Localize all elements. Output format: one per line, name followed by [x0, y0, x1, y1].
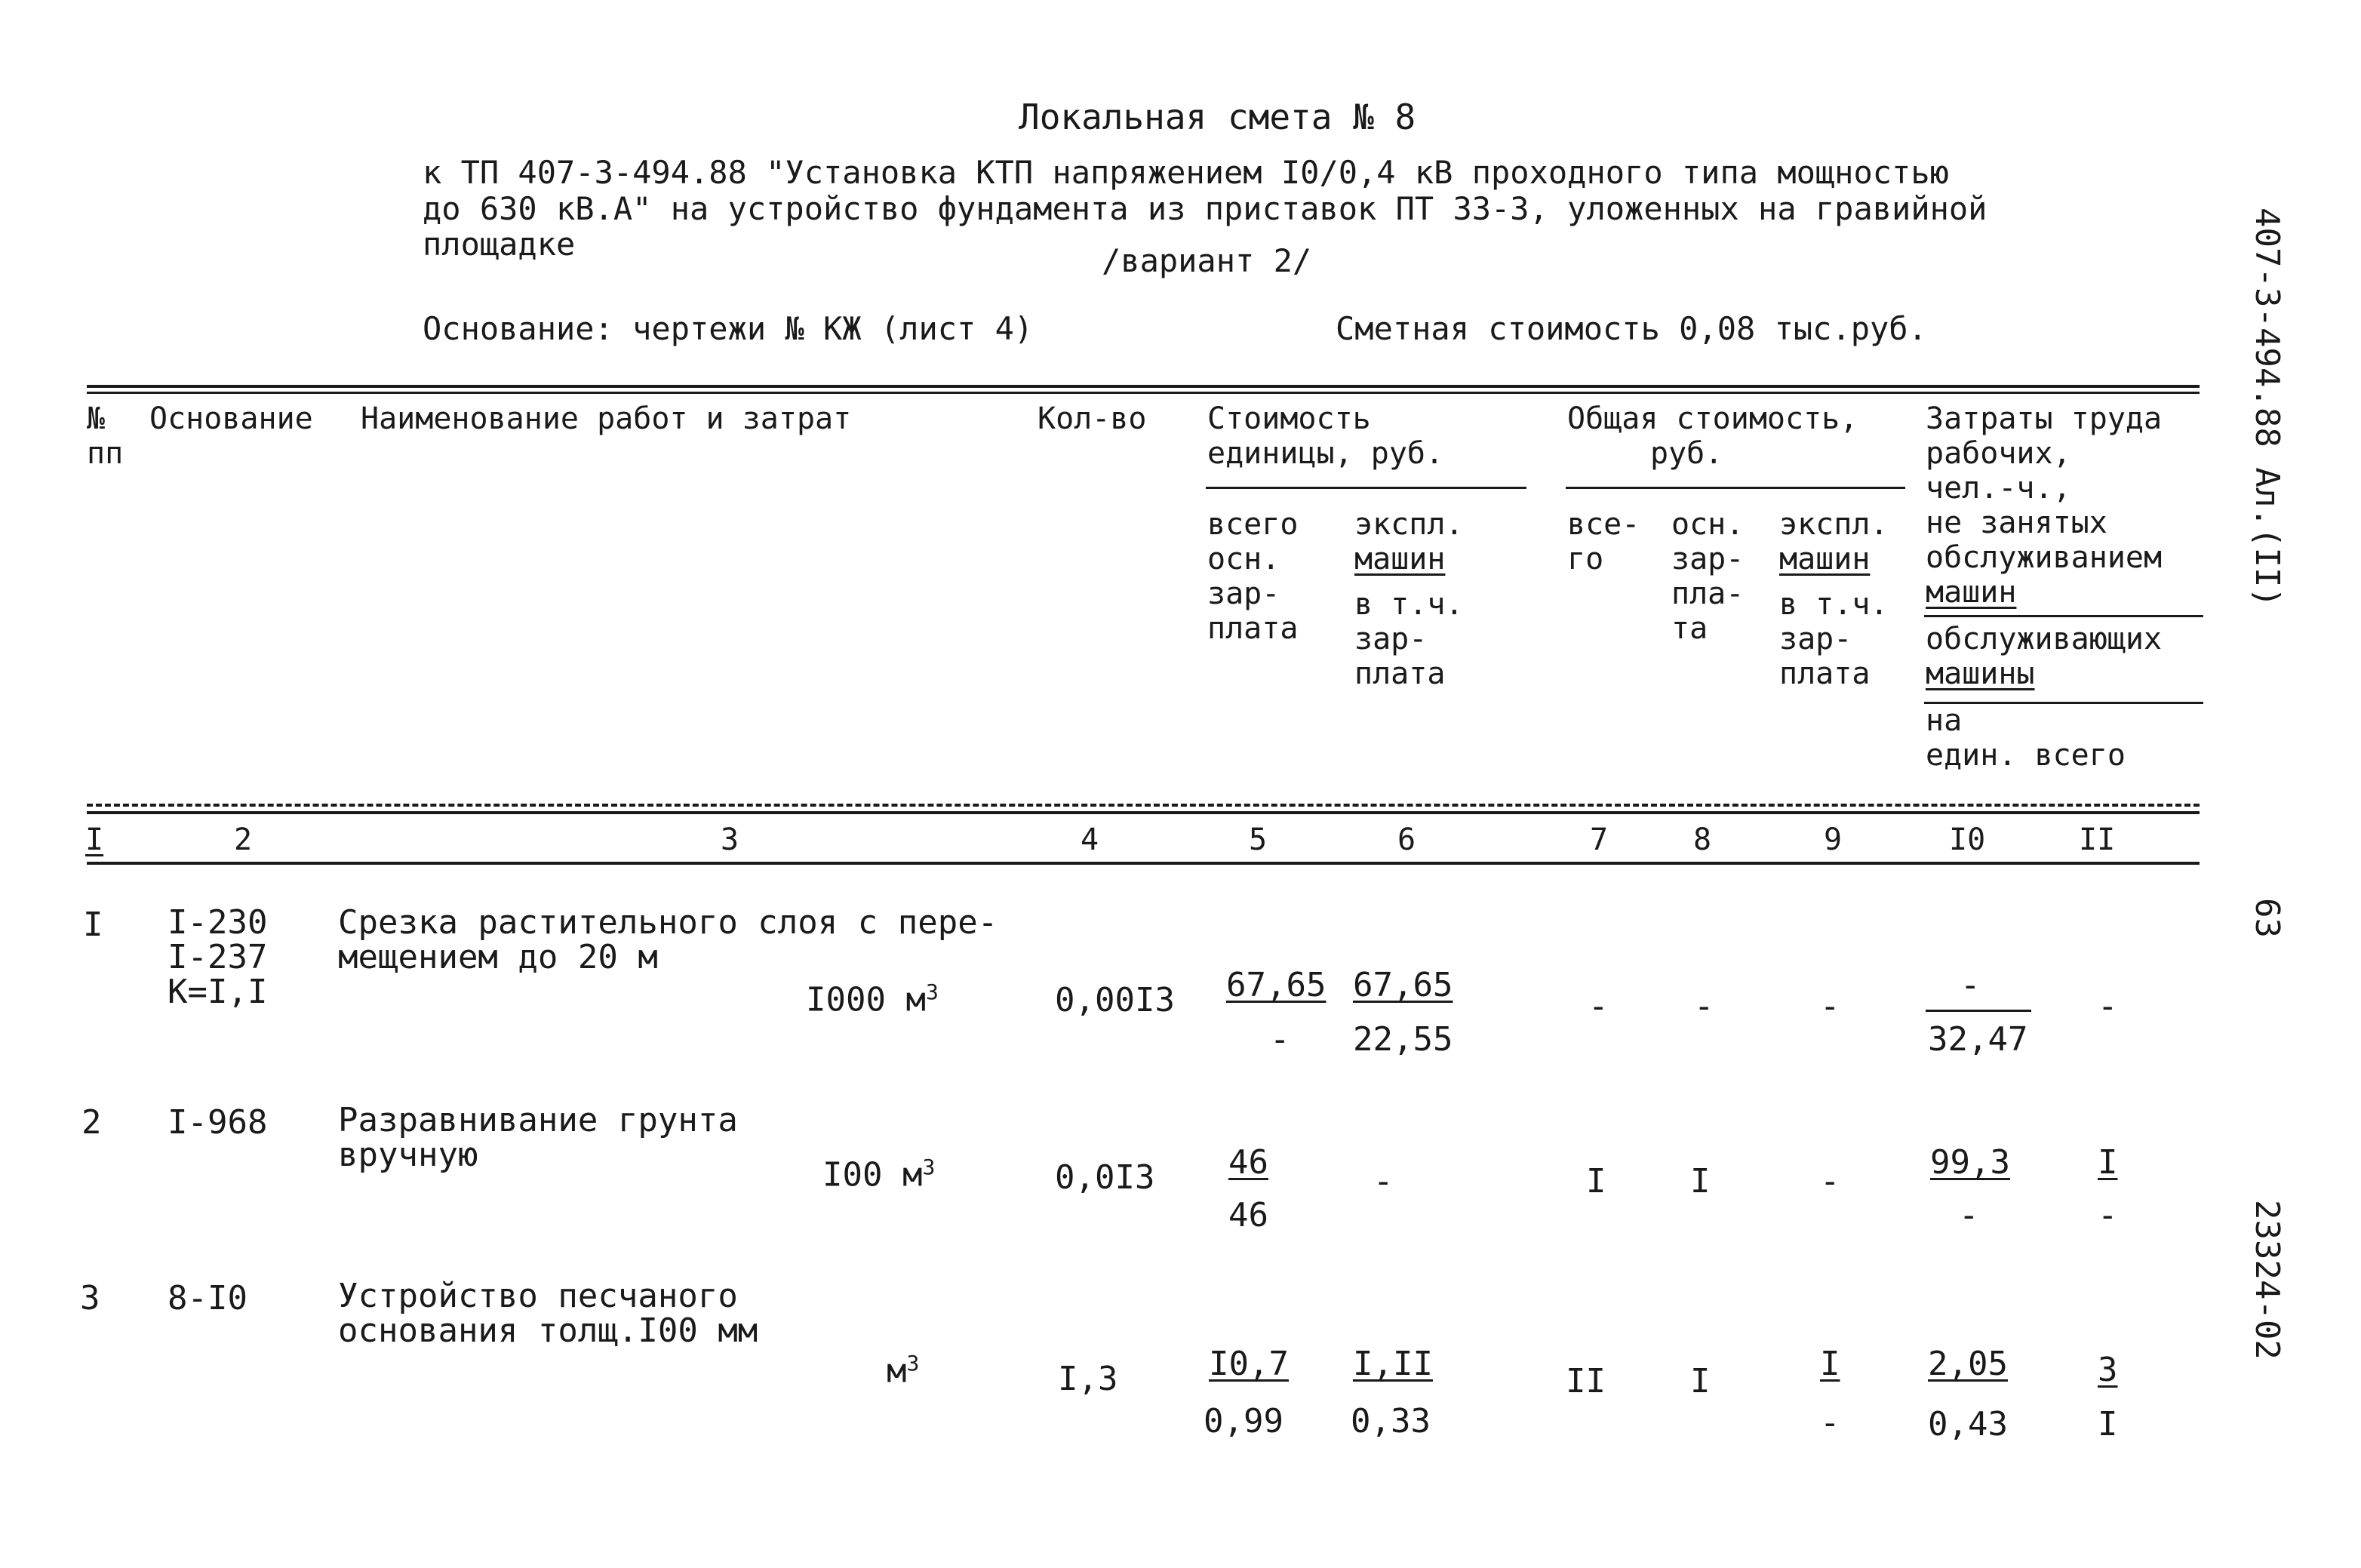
col-qty-header: Кол-во — [1038, 401, 1147, 436]
col-name-header: Наименование работ и затрат — [361, 401, 852, 436]
row-unit: I00 $м^3$ — [822, 1154, 936, 1194]
col-labor-header: Затраты труда рабочих, чел.-ч., не занятых обслуживанием машин обслуживающих машины на един. всего — [1926, 401, 2163, 773]
row-total-all: - — [1588, 987, 1609, 1025]
subtitle-line-1: к ТП 407-3-494.88 "Установка КТП напряжением I0/0,4 кВ проходного типа мощностью — [423, 154, 1949, 191]
row-name: Срезка растительного слоя с пере- мещением до 20 м — [338, 903, 998, 976]
row-labor-total-mach: I — [2098, 1405, 2118, 1443]
row-labor-total: - — [2098, 987, 2118, 1025]
row-unit-wage: - — [1270, 1020, 1290, 1059]
row-unit-mach-wage: 0,33 — [1351, 1402, 1431, 1440]
col-no-header: № пп — [87, 401, 124, 471]
row-qty: 0,00I3 — [1055, 981, 1175, 1019]
subtitle-line-3: площадке — [423, 226, 576, 263]
row-total-mach-wage: - — [1820, 1404, 1840, 1442]
col-unit-cost-header: Стоимость единицы, руб. — [1207, 401, 1444, 471]
estimated-cost: Сметная стоимость 0,08 тыс.руб. — [1336, 310, 1927, 347]
row-labor-unit: 2,05 — [1928, 1345, 2008, 1383]
variant-label: /вариант 2/ — [1102, 242, 1312, 279]
row-labor-total: I — [2098, 1143, 2118, 1182]
row-total-wage: I — [1690, 1162, 1711, 1201]
row-unit-total: 67,65 — [1226, 966, 1327, 1004]
basis-label: Основание: чертежи № КЖ (лист 4) — [423, 310, 1034, 347]
row-unit-mach: - — [1373, 1162, 1394, 1201]
row-labor-mach: 0,43 — [1928, 1405, 2008, 1443]
row-labor-total-mach: - — [2098, 1196, 2118, 1234]
row-total-wage: I — [1690, 1362, 1711, 1400]
row-basis: I-968 — [168, 1103, 268, 1142]
col-total-all-header: все- го — [1567, 507, 1640, 576]
col-unit-total-header: всего осн. зар- плата — [1207, 507, 1299, 646]
col-num-1: I — [85, 822, 104, 857]
row-name: Разравнивание грунта вручную — [338, 1101, 738, 1174]
col-unit-mach-header: экспл. машин в т.ч. зар- плата — [1354, 507, 1464, 691]
row-no: I — [83, 905, 103, 944]
row-labor-unit: 99,3 — [1930, 1143, 2010, 1182]
row-labor-unit: - — [1960, 966, 1981, 1004]
row-basis: I-230 I-237 К=I,I — [168, 903, 268, 1011]
row-qty: I,3 — [1058, 1360, 1118, 1398]
col-total-wage-header: осн. зар- пла- та — [1671, 507, 1745, 646]
header-bottom-rule — [87, 804, 2200, 807]
row-labor-total: 3 — [2098, 1351, 2118, 1389]
row-name: Устройство песчаного основания толщ.I00 мм — [338, 1277, 758, 1350]
total-cost-rule — [1566, 487, 1905, 489]
side-page-number: 63 — [2248, 898, 2286, 938]
row-no: 3 — [80, 1279, 100, 1317]
row-unit-wage: 46 — [1228, 1196, 1268, 1234]
row-total-mach: I — [1820, 1345, 1840, 1383]
header-bottom-rule-2 — [87, 811, 2200, 814]
row-unit-wage: 0,99 — [1204, 1402, 1283, 1440]
col-num-8: 8 — [1693, 822, 1712, 857]
row-total-mach: - — [1820, 987, 1840, 1025]
row-labor-mach: - — [1959, 1196, 1979, 1234]
side-document-code: 407-3-494.88 Ал.(II) — [2248, 208, 2286, 607]
row-unit-mach: I,II — [1353, 1345, 1433, 1383]
subtitle-line-2: до 630 кВ.А" на устройство фундамента из приставок ПТ 33-3, уложенных на гравийной — [423, 190, 1987, 227]
col-num-3: 3 — [721, 822, 739, 857]
row-total-mach: - — [1820, 1162, 1840, 1201]
row-unit-total: I0,7 — [1209, 1345, 1289, 1383]
document-title: Локальная смета № 8 — [1019, 97, 1416, 137]
col-num-4: 4 — [1081, 822, 1099, 857]
row-total-wage: - — [1694, 987, 1714, 1025]
col-num-7: 7 — [1590, 822, 1609, 857]
row-unit: $м^3$ — [887, 1351, 920, 1391]
col-total-cost-header: Общая стоимость, руб. — [1567, 401, 1858, 471]
table-top-rule — [87, 385, 2200, 388]
row-unit-total: 46 — [1228, 1143, 1268, 1182]
row-unit: I000 $м^3$ — [806, 979, 939, 1019]
numbers-bottom-rule — [87, 862, 2200, 865]
row-qty: 0,0I3 — [1055, 1158, 1155, 1197]
row-labor-fraction-rule — [1926, 1010, 2031, 1012]
row-total-all: I — [1586, 1162, 1606, 1201]
col-total-mach-header: экспл. машин в т.ч. зар- плата — [1779, 507, 1889, 691]
col-num-10: I0 — [1949, 822, 1986, 857]
row-basis: 8-I0 — [168, 1279, 247, 1317]
row-unit-mach: 67,65 — [1353, 966, 1453, 1004]
row-no: 2 — [81, 1103, 102, 1142]
row-labor-mach: 32,47 — [1928, 1020, 2028, 1059]
unit-cost-rule — [1206, 487, 1526, 489]
col-num-11: II — [2079, 822, 2116, 857]
row-total-all: II — [1566, 1362, 1606, 1400]
table-top-rule-2 — [87, 392, 2200, 394]
col-num-5: 5 — [1249, 822, 1268, 857]
col-num-2: 2 — [234, 822, 253, 857]
col-num-9: 9 — [1824, 822, 1843, 857]
col-basis-header: Основание — [149, 401, 313, 436]
side-stamp-number: 23324-02 — [2248, 1200, 2286, 1360]
row-unit-mach-wage: 22,55 — [1353, 1020, 1453, 1059]
col-num-6: 6 — [1397, 822, 1416, 857]
